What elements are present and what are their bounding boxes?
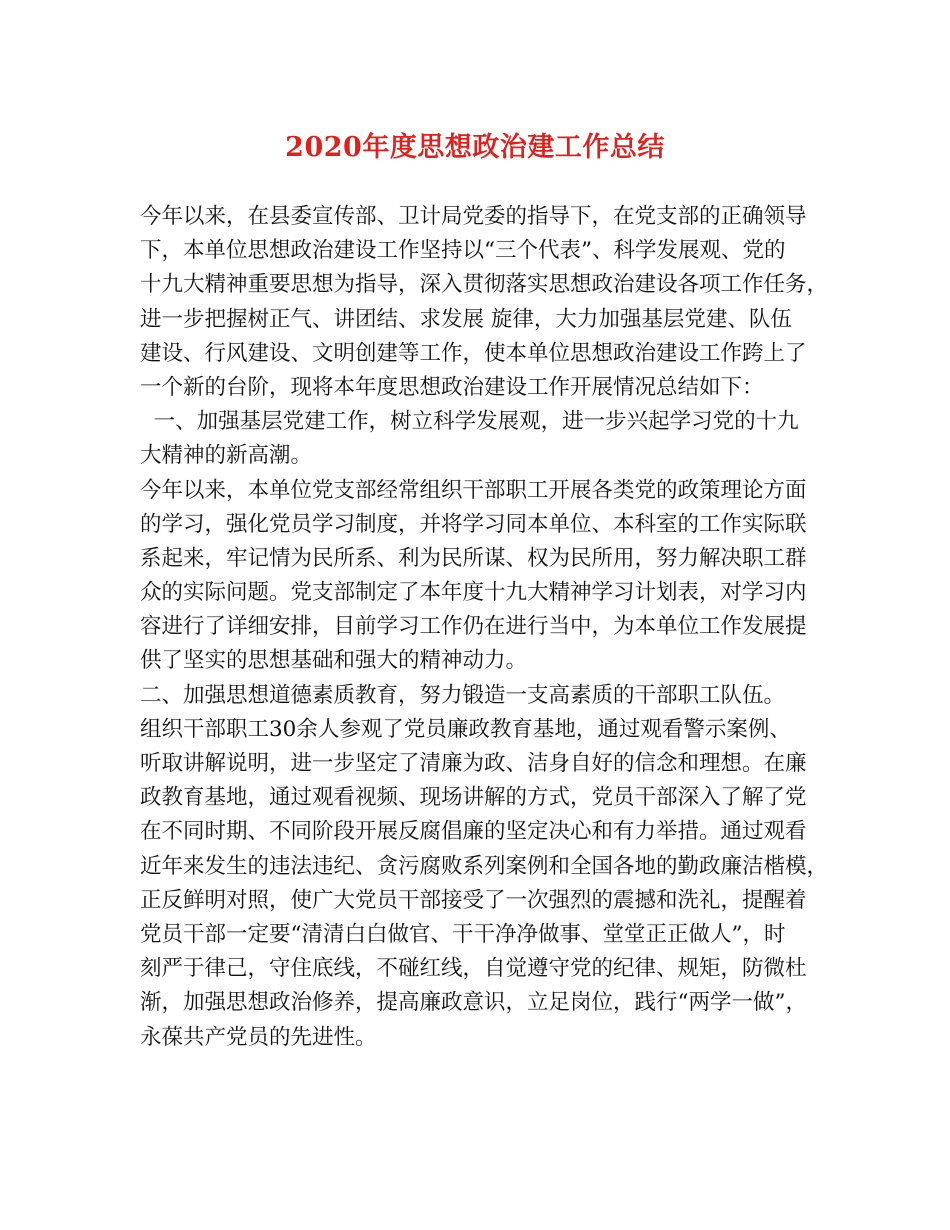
text-line: 政教育基地，通过观看视频、现场讲解的方式，党员干部深入了解了党: [140, 785, 807, 811]
text-line: 下，本单位思想政治建设工作坚持以“三个代表”、科学发展观、党的: [140, 238, 786, 264]
text-line: 十九大精神重要思想为指导，深入贯彻落实思想政治建设各项工作任务，: [140, 272, 829, 298]
section-heading-line: 一、加强基层党建工作，树立科学发展观，进一步兴起学习党的十九: [140, 409, 799, 435]
text-line: 容进行了详细安排，目前学习工作仍在进行当中，为本单位工作发展提: [140, 614, 807, 640]
section-heading-line: 大精神的新高潮。: [140, 443, 313, 469]
text-line: 今年以来，在县委宣传部、卫计局党委的指导下，在党支部的正确领导: [140, 204, 807, 229]
text-line: 正反鲜明对照，使广大党员干部接受了一次强烈的震撼和洗礼，提醒着: [140, 887, 807, 913]
document-title: 2020年度思想政治建工作总结: [285, 132, 665, 163]
text-line: 永葆共产党员的先进性。: [140, 1024, 377, 1050]
text-line: 听取讲解说明，进一步坚定了清廉为政、洁身自好的信念和理想。在廉: [140, 751, 807, 776]
text-line: 的学习，强化党员学习制度，并将学习同本单位、本科室的工作实际联: [140, 511, 807, 537]
text-line: 系起来，牢记情为民所系、利为民所谋、权为民所用，努力解决职工群: [140, 545, 807, 571]
text-line: 进一步把握树正气、讲团结、求发展 旋律，大力加强基层党建、队伍: [140, 306, 792, 332]
text-line: 在不同时期、不同阶段开展反腐倡廉的坚定决心和有力举措。通过观看: [140, 819, 807, 845]
text-line: 一个新的台阶，现将本年度思想政治建设工作开展情况总结如下：: [140, 374, 764, 400]
text-line: 党员干部一定要“清清白白做官、干干净净做事、堂堂正正做人”，时: [140, 921, 786, 947]
text-line: 今年以来，本单位党支部经常组织干部职工开展各类党的政策理论方面: [140, 477, 807, 503]
text-line: 众的实际问题。党支部制定了本年度十九大精神学习计划表，对学习内: [140, 580, 807, 606]
text-line: 供了坚实的思想基础和强大的精神动力。: [140, 648, 528, 674]
text-line: 组织干部职工30余人参观了党员廉政教育基地，通过观看警示案例、: [140, 716, 791, 742]
text-line: 渐，加强思想政治修养，提高廉政意识，立足岗位，践行“两学一做”，: [140, 990, 807, 1016]
document-body: [140, 200, 830, 1055]
text-line: 近年来发生的违法违纪、贪污腐败系列案例和全国各地的勤政廉洁楷模，: [140, 853, 829, 879]
text-line: 刻严于律己，守住底线，不碰红线，自觉遵守党的纪律、规矩，防微杜: [140, 956, 807, 982]
text-line: 建设、行风建设、文明创建等工作，使本单位思想政治建设工作跨上了: [140, 340, 807, 366]
section-heading-line: 二、加强思想道德素质教育，努力锻造一支高素质的干部职工队伍。: [140, 682, 786, 708]
